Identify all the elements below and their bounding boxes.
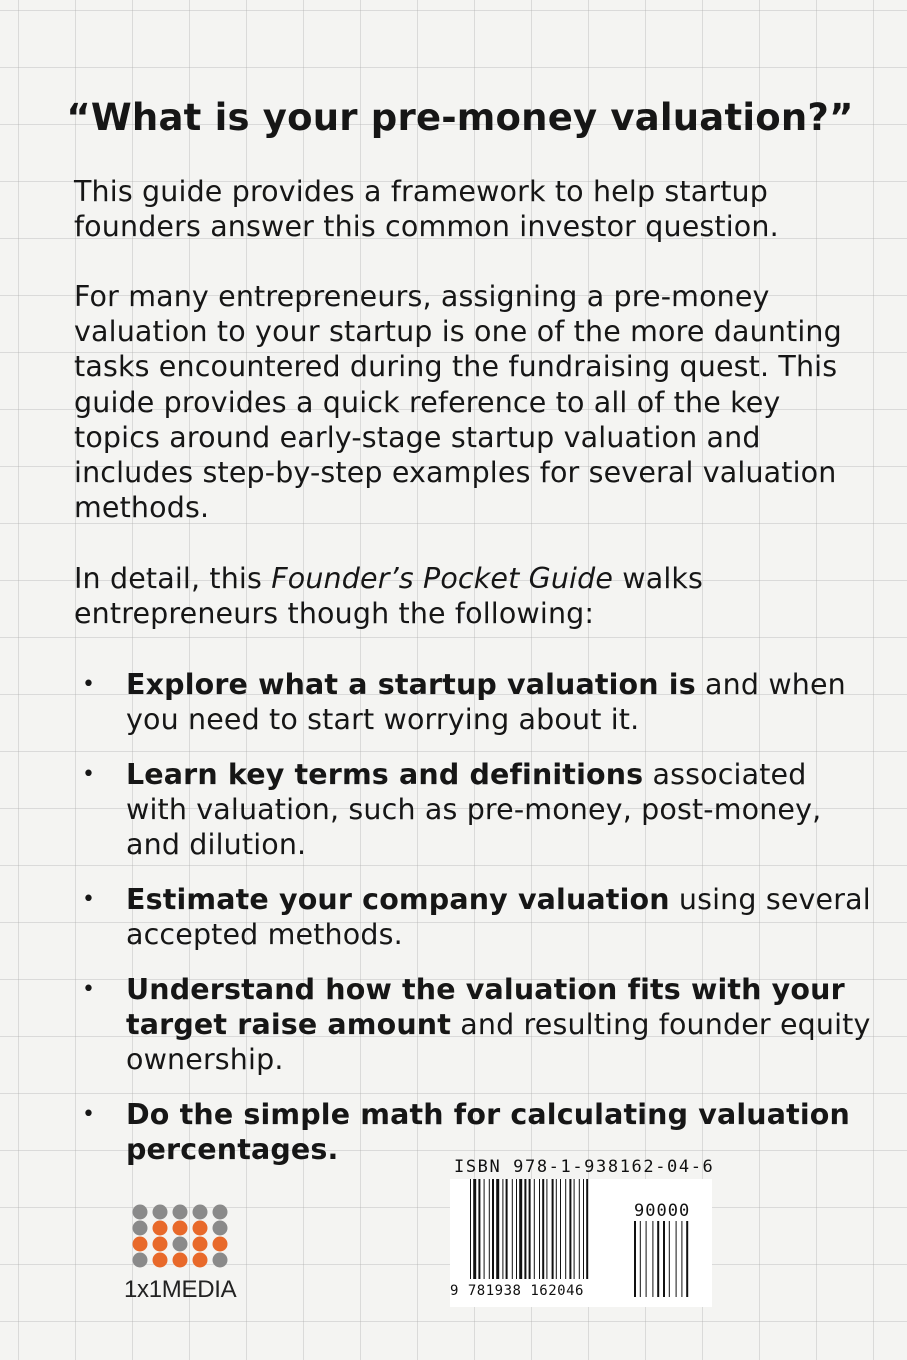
logo-dot bbox=[173, 1221, 188, 1236]
barcode-bar bbox=[519, 1179, 522, 1279]
barcode-bar bbox=[574, 1179, 575, 1279]
barcode-bar bbox=[583, 1179, 584, 1279]
detail-lead: In detail, this bbox=[74, 562, 272, 595]
logo-dot bbox=[153, 1205, 168, 1220]
logo-dot bbox=[193, 1253, 208, 1268]
list-item bbox=[82, 972, 871, 1078]
list-item-bold: Explore what a startup valuation is bbox=[126, 668, 696, 701]
list-item-bold: Estimate your company valuation bbox=[126, 883, 670, 916]
barcode-bar bbox=[470, 1179, 471, 1279]
logo-dot bbox=[153, 1237, 168, 1252]
list-item-text: using several accepted methods. bbox=[126, 883, 871, 952]
barcode-bar bbox=[579, 1179, 580, 1279]
barcode-addon-number: 90000 bbox=[634, 1201, 691, 1221]
barcode-bar bbox=[484, 1179, 485, 1279]
barcode-bar bbox=[506, 1179, 508, 1279]
list-item bbox=[82, 757, 871, 863]
barcode-ean-number: 9 781938 162046 bbox=[450, 1283, 584, 1299]
barcode-bar bbox=[492, 1179, 494, 1279]
barcode-bar bbox=[542, 1179, 544, 1279]
list-item bbox=[82, 667, 871, 737]
bullet-icon: • bbox=[82, 1102, 96, 1127]
list-item-bold: Understand how the valuation fits with your target raise amount bbox=[126, 973, 845, 1042]
barcode-bar bbox=[565, 1179, 566, 1279]
barcode-bar bbox=[539, 1179, 540, 1279]
barcode-box bbox=[450, 1179, 712, 1307]
barcode-bar bbox=[478, 1179, 480, 1279]
barcode-bar bbox=[534, 1179, 535, 1279]
logo-dot bbox=[213, 1253, 228, 1268]
logo-dot bbox=[193, 1221, 208, 1236]
logo-dot bbox=[133, 1253, 148, 1268]
logo-dot bbox=[173, 1237, 188, 1252]
list-item-bold: Learn key terms and definitions bbox=[126, 758, 644, 791]
isbn-label: ISBN 978-1-938162-04-6 bbox=[454, 1157, 715, 1177]
logo-dot bbox=[153, 1253, 168, 1268]
bullet-icon: • bbox=[82, 762, 96, 787]
logo-dot bbox=[213, 1237, 228, 1252]
list-item-text: and when you need to start worrying about it. bbox=[126, 668, 846, 737]
logo-dot bbox=[173, 1205, 188, 1220]
bullet-icon: • bbox=[82, 977, 96, 1002]
barcode-bar bbox=[524, 1179, 526, 1279]
intro-paragraph: This guide provides a framework to help startup founders answer this common investor question. bbox=[74, 175, 779, 244]
logo-dot bbox=[133, 1237, 148, 1252]
headline: “What is your pre-money valuation?” bbox=[66, 96, 854, 139]
isbn-barcode bbox=[450, 1155, 715, 1307]
logo-dot bbox=[133, 1221, 148, 1236]
barcode-bar bbox=[556, 1179, 557, 1279]
logo-dot bbox=[213, 1205, 228, 1220]
publisher-logo bbox=[124, 1200, 236, 1312]
logo-dot bbox=[173, 1253, 188, 1268]
barcode-bar bbox=[569, 1179, 571, 1279]
barcode-bar bbox=[586, 1179, 588, 1279]
barcode-bar bbox=[502, 1179, 503, 1279]
barcode-bar bbox=[529, 1179, 531, 1279]
bullet-icon: • bbox=[82, 887, 96, 912]
logo-dot bbox=[133, 1205, 148, 1220]
logo-dot bbox=[213, 1221, 228, 1236]
barcode-bar bbox=[552, 1179, 554, 1279]
barcode-bar bbox=[560, 1179, 561, 1279]
dot-grid-icon bbox=[124, 1200, 236, 1272]
barcode-bar bbox=[546, 1179, 547, 1279]
list-item bbox=[82, 882, 871, 952]
logo-dot bbox=[193, 1205, 208, 1220]
book-title-italic: Founder’s Pocket Guide bbox=[271, 562, 614, 595]
logo-dot bbox=[193, 1237, 208, 1252]
barcode-bar bbox=[496, 1179, 499, 1279]
publisher-name: 1x1MEDIA bbox=[124, 1276, 237, 1303]
bullet-icon: • bbox=[82, 672, 96, 697]
barcode-bar bbox=[489, 1179, 490, 1279]
list-item-text: associated with valuation, such as pre-money, post-money, and dilution. bbox=[126, 758, 822, 862]
detail-tail: walks entrepreneurs though the following: bbox=[74, 562, 704, 631]
list-item-text: and resulting founder equity ownership. bbox=[126, 1008, 871, 1077]
body-paragraph: For many entrepreneurs, assigning a pre-money valuation to your startup is one of the more daunting tasks encountered during the fundraising quest. This guide provides a quick reference to all of the key topics around early-stage startup valuation and includes step-by-step examples for several valuation methods. bbox=[74, 280, 842, 525]
barcode-bar bbox=[473, 1179, 476, 1279]
list-item-bold: Do the simple math for calculating valuation percentages. bbox=[126, 1098, 850, 1167]
barcode-bar bbox=[512, 1179, 513, 1279]
barcode-bar bbox=[516, 1179, 517, 1279]
logo-dot bbox=[153, 1221, 168, 1236]
